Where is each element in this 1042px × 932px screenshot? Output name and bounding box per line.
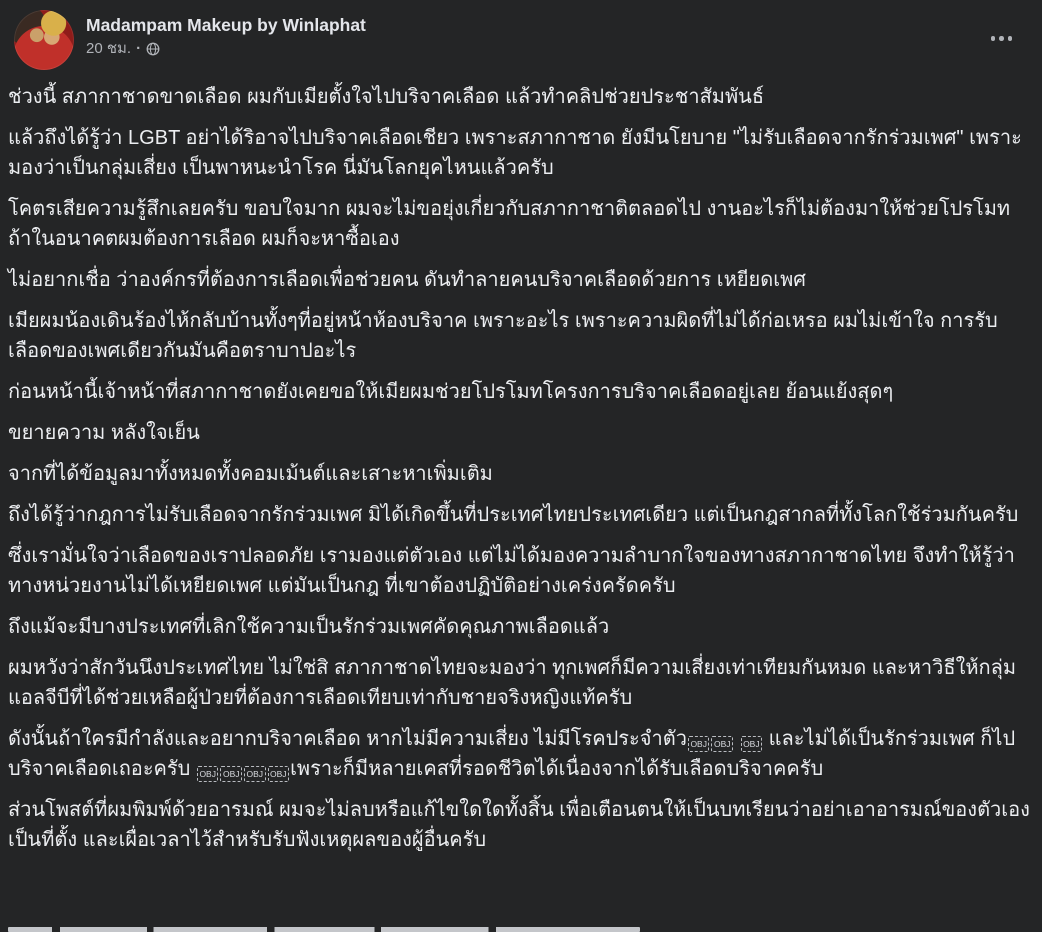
missing-emoji-box: OBJ bbox=[268, 766, 290, 782]
post-paragraph: โคตรเสียความรู้สึกเลยครับ ขอบใจมาก ผมจะไม่ขอยุ่งเกี่ยวกับสภากาชาติตลอดไป งานอะไรก็ไม่ต้องมาให้ช่วยโปรโมท ถ้าในอนาคตผมต้องการเลือด ผมก็จะหาซื้อเอง bbox=[8, 198, 1011, 250]
post-meta bbox=[86, 40, 366, 58]
missing-emoji-box: OBJ bbox=[711, 736, 733, 752]
missing-emoji-box: OBJ bbox=[220, 766, 242, 782]
post-paragraph: ถึงแม้จะมีบางประเทศที่เลิกใช้ความเป็นรักร่วมเพศคัดคุณภาพเลือดแล้ว bbox=[8, 616, 610, 638]
post-paragraph: แล้วถึงได้รู้ว่า LGBT อย่าได้ริอาจไปบริจาคเลือดเชียว เพราะสภากาชาด ยังมีนโยบาย "ไม่รับเลือดจากรักร่วมเพศ" เพราะมองว่าเป็นกลุ่มเสี่ยง เป็นพาหนะนำโรค นี่มันโลกยุคไหนแล้วครับ bbox=[8, 127, 1022, 179]
more-options-button[interactable] bbox=[987, 28, 1017, 49]
missing-emoji-box: OBJ bbox=[197, 766, 219, 782]
more-options-icon bbox=[1008, 36, 1013, 41]
cropped-next-line-strip bbox=[8, 927, 640, 932]
missing-emoji-box: OBJ bbox=[741, 736, 763, 752]
post-header-text bbox=[86, 10, 366, 58]
page-avatar[interactable] bbox=[14, 10, 74, 70]
post-paragraph: ซึ่งเรามั่นใจว่าเลือดของเราปลอดภัย เรามองแต่ตัวเอง แต่ไม่ได้มองความลำบากใจของทางสภากาชาดไทย จึงทำให้รู้ว่า ทางหน่วยงานไม่ได้เหยียดเพศ แต่มันเป็นกฎ ที่เขาต้องปฏิบัติอย่างเคร่งครัดครับ bbox=[8, 545, 1015, 597]
more-options-icon bbox=[999, 36, 1004, 41]
missing-emoji-box: OBJ bbox=[688, 736, 710, 752]
more-options-icon bbox=[991, 36, 996, 41]
post-paragraph: จากที่ได้ข้อมูลมาทั้งหมดทั้งคอมเม้นต์และเสาะหาเพิ่มเติม bbox=[8, 463, 493, 485]
post-paragraph: ดังนั้นถ้าใครมีกำลังและอยากบริจาคเลือด หากไม่มีความเสี่ยง ไม่มีโรคประจำตัว OBJ OBJ OBJ และไม่ได้เป็นรักร่วมเพศ ก็ไปบริจาคเลือดเถอะครับ OBJ OBJ OBJ OBJ เพราะก็มีหลายเคสที่รอดชีวิตได้เนื่องจากได้รับเลือดบริจาคครับ bbox=[8, 728, 1016, 780]
post-paragraph: ผมหวังว่าสักวันนึงประเทศไทย ไม่ใช่สิ สภากาชาดไทยจะมองว่า ทุกเพศก็มีความเสี่ยงเท่าเทียมกันหมด และหาวิธีให้กลุ่มแอลจีบีที่ได้ช่วยเหลือผู้ป่วยที่ต้องการเลือดเทียบเท่ากับชายจริงหญิงแท้ครับ bbox=[8, 657, 1017, 709]
post-paragraph: ขยายความ หลังใจเย็น bbox=[8, 422, 200, 444]
timestamp[interactable]: 20 ชม. bbox=[86, 40, 132, 57]
post-paragraph: ถึงได้รู้ว่ากฎการไม่รับเลือดจากรักร่วมเพศ มิได้เกิดขึ้นที่ประเทศไทยประเทศเดียว แต่เป็นกฎสากลที่ทั้งโลกใช้ร่วมกันครับ bbox=[8, 504, 1019, 526]
post-paragraph: เมียผมน้องเดินร้องไห้กลับบ้านทั้งๆที่อยู่หน้าห้องบริจาค เพราะอะไร เพราะความผิดที่ไม่ได้ก่อเหรอ ผมไม่เข้าใจ การรับเลือดของเพศเดียวกันมันคือตราบาปอะไร bbox=[8, 310, 998, 362]
globe-icon bbox=[146, 42, 160, 56]
post-paragraph: ก่อนหน้านี้เจ้าหน้าที่สภากาชาดยังเคยขอให้เมียผมช่วยโปรโมทโครงการบริจาคเลือดอยู่เลย ย้อนแย้งสุดๆ bbox=[8, 381, 894, 403]
post-content bbox=[0, 74, 1042, 855]
post-paragraph: ช่วงนี้ สภากาชาดขาดเลือด ผมกับเมียตั้งใจไปบริจาคเลือด แล้วทำคลิปช่วยประชาสัมพันธ์ bbox=[8, 86, 765, 108]
meta-separator: · bbox=[136, 40, 142, 57]
missing-emoji-box: OBJ bbox=[244, 766, 266, 782]
post-header bbox=[0, 0, 1042, 74]
page-name[interactable]: Madampam Makeup by Winlaphat bbox=[86, 15, 366, 35]
post-paragraph: ไม่อยากเชื่อ ว่าองค์กรที่ต้องการเลือดเพื่อช่วยคน ดันทำลายคนบริจาคเลือดด้วยการ เหยียดเพศ bbox=[8, 269, 806, 291]
post-paragraph: ส่วนโพสต์ที่ผมพิมพ์ด้วยอารมณ์ ผมจะไม่ลบหรือแก้ไขใดใดทั้งสิ้น เพื่อเตือนตนให้เป็นบทเรียนว่าอย่าเอาอารมณ์ของตัวเองเป็นที่ตั้ง และเผื่อเวลาไว้สำหรับรับฟังเหตุผลของผู้อื่นครับ bbox=[8, 799, 1030, 851]
